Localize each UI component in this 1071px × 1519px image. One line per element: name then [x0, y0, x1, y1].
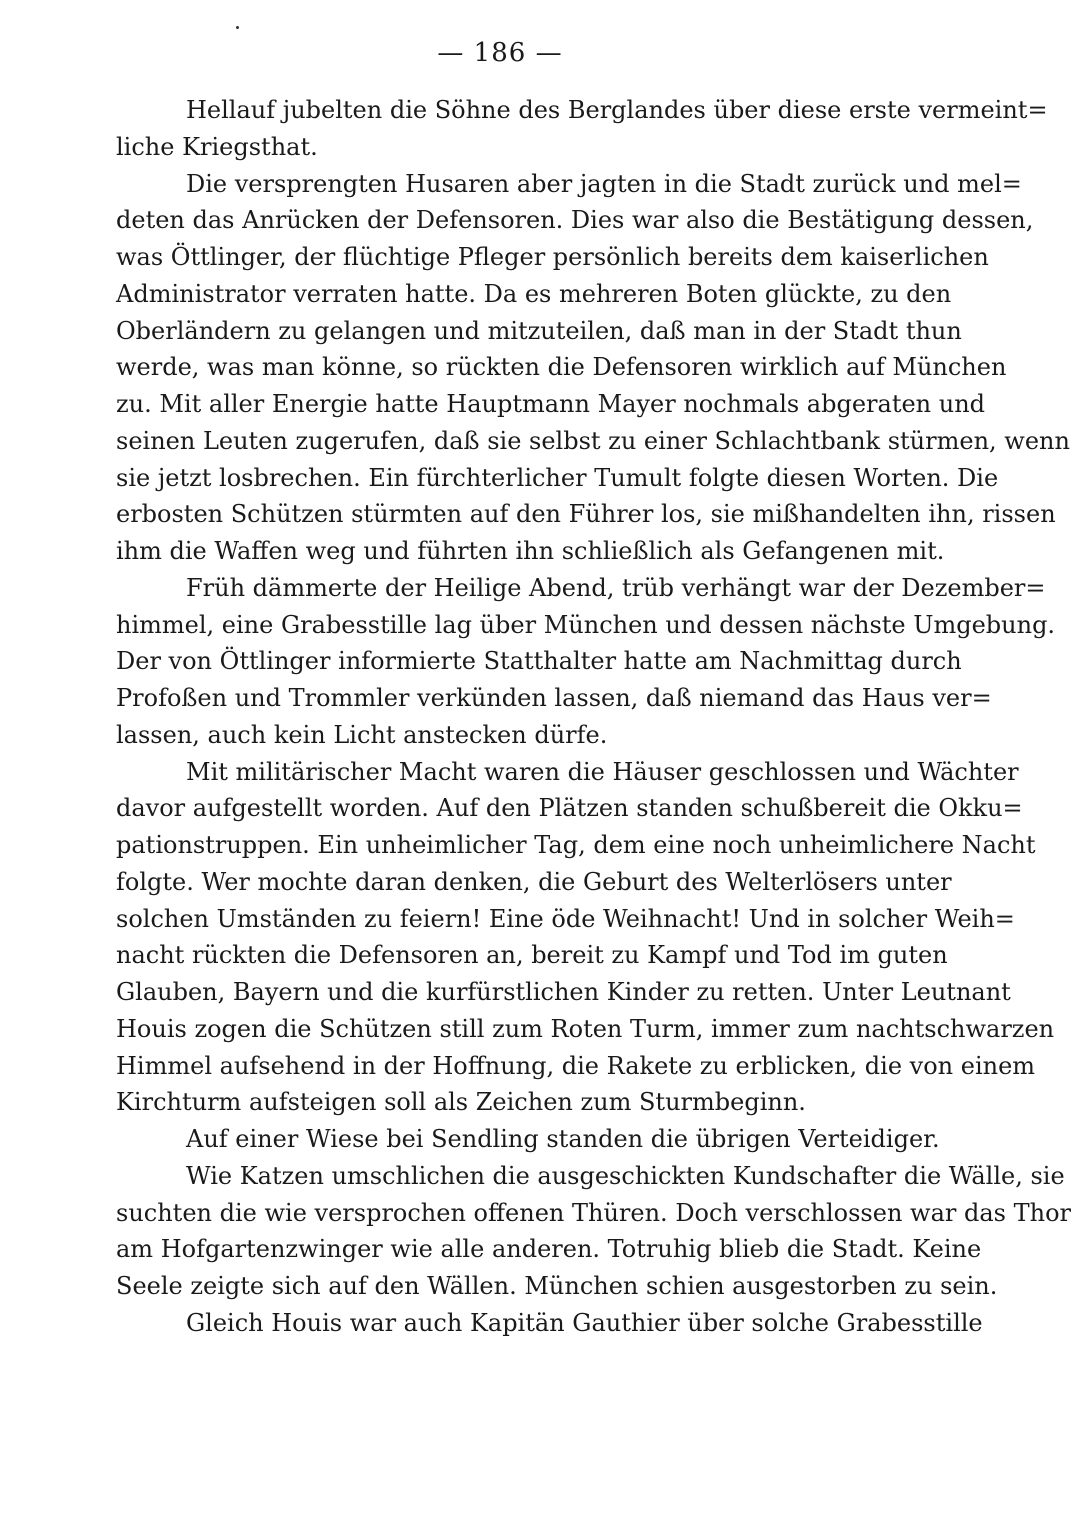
text-line: Mit militärischer Macht waren die Häuser geschlossen und Wächter: [186, 757, 1019, 786]
text-line: werde, was man könne, so rückten die Defensoren wirklich auf München: [116, 353, 1007, 382]
text-line: ihm die Waffen weg und führten ihn schließlich als Gefangenen mit.: [116, 537, 945, 565]
text-line: Himmel aufsehend in der Hoffnung, die Rakete zu erblicken, die von einem: [116, 1051, 1036, 1080]
text-line: himmel, eine Grabesstille lag über München und dessen nächste Umgebung.: [116, 610, 1056, 639]
text-line: pationstruppen. Ein unheimlicher Tag, dem eine noch unheimlichere Nacht: [116, 831, 1036, 859]
text-line: sie jetzt losbrechen. Ein fürchterlicher Tumult folgte diesen Worten. Die: [116, 463, 999, 492]
text-line: Administrator verraten hatte. Da es mehreren Boten glückte, zu den: [116, 279, 952, 308]
text-line: Oberländern zu gelangen und mitzuteilen, daß man in der Stadt thun: [116, 316, 962, 345]
text-line: solchen Umständen zu feiern! Eine öde Weihnacht! Und in solcher Weih=: [116, 904, 1015, 933]
text-line: am Hofgartenzwinger wie alle anderen. Totruhig blieb die Stadt. Keine: [116, 1235, 982, 1264]
text-line: Seele zeigte sich auf den Wällen. München schien ausgestorben zu sein.: [116, 1272, 998, 1300]
page-number: — 186 —: [437, 38, 563, 68]
text-line: Glauben, Bayern und die kurfürstlichen Kinder zu retten. Unter Leutnant: [116, 978, 1011, 1006]
text-line: folgte. Wer mochte daran denken, die Geburt des Welterlösers unter: [116, 867, 952, 896]
text-line: Hellauf jubelten die Söhne des Berglandes über diese erste vermeint=: [186, 96, 1048, 124]
text-line: erbosten Schützen stürmten auf den Führer los, sie mißhandelten ihn, rissen: [116, 500, 1056, 529]
text-line: Die versprengten Husaren aber jagten in die Stadt zurück und mel=: [186, 169, 1022, 198]
text-line: Der von Öttlinger informierte Statthalter hatte am Nachmittag durch: [116, 647, 962, 676]
text-line: lassen, auch kein Licht anstecken dürfe.: [116, 720, 608, 749]
text-line: was Öttlinger, der flüchtige Pfleger persönlich bereits dem kaiserlichen: [116, 243, 989, 271]
text-line: Früh dämmerte der Heilige Abend, trüb verhängt war der Dezember=: [186, 573, 1046, 602]
body-text: [116, 92, 1071, 1342]
text-line: Kirchturm aufsteigen soll als Zeichen zum Sturmbeginn.: [116, 1088, 806, 1117]
text-line: suchten die wie versprochen offenen Thüren. Doch verschlossen war das Thor: [116, 1198, 1071, 1227]
text-line: deten das Anrücken der Defensoren. Dies war also die Bestätigung dessen,: [116, 206, 1034, 235]
text-line: nacht rückten die Defensoren an, bereit zu Kampf und Tod im guten: [116, 941, 948, 970]
text-line: liche Kriegsthat.: [116, 132, 318, 161]
text-line: seinen Leuten zugerufen, daß sie selbst zu einer Schlachtbank stürmen, wenn: [116, 426, 1070, 455]
text-line: Profoßen und Trommler verkünden lassen, daß niemand das Haus ver=: [116, 684, 992, 712]
ink-speck: [236, 26, 239, 29]
text-line: Gleich Houis war auch Kapitän Gauthier über solche Grabesstille: [186, 1308, 983, 1337]
text-line: Houis zogen die Schützen still zum Roten Turm, immer zum nachtschwarzen: [116, 1014, 1055, 1043]
text-line: zu. Mit aller Energie hatte Hauptmann Mayer nochmals abgeraten und: [116, 390, 986, 418]
text-line: Wie Katzen umschlichen die ausgeschickten Kundschafter die Wälle, sie: [186, 1161, 1065, 1190]
text-line: Auf einer Wiese bei Sendling standen die übrigen Verteidiger.: [186, 1125, 940, 1153]
text-line: davor aufgestellt worden. Auf den Plätzen standen schußbereit die Okku=: [116, 794, 1023, 823]
